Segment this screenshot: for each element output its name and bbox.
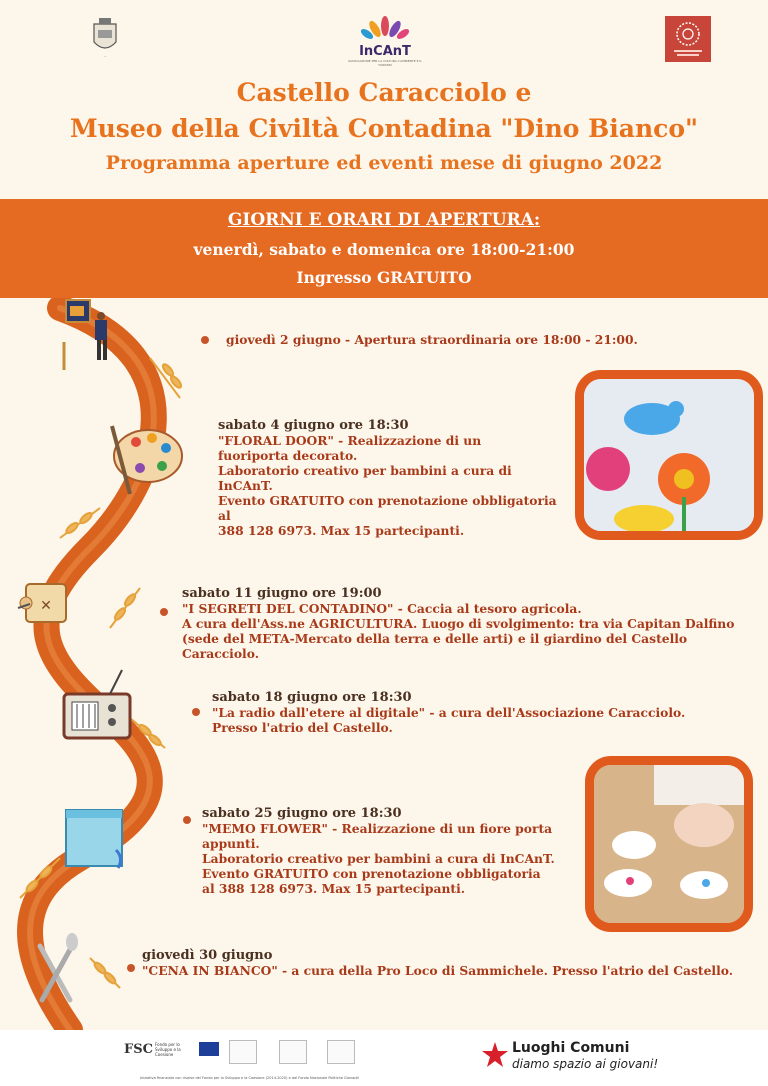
event-6-line-1: "CENA IN BIANCO" - a cura della Pro Loco di Sammichele. Presso l'atrio del Castello. bbox=[142, 963, 734, 978]
museum-logo bbox=[665, 16, 711, 62]
subtitle: Programma aperture ed eventi mese di giugno 2022 bbox=[105, 152, 663, 174]
svg-text:✕: ✕ bbox=[40, 598, 52, 614]
floral-craft-image bbox=[584, 379, 754, 531]
incant-logo bbox=[345, 14, 425, 66]
event-1 bbox=[226, 332, 746, 347]
title-line-1: Castello Caracciolo e bbox=[236, 78, 532, 107]
puglia-region-logo bbox=[279, 1040, 307, 1064]
event-2 bbox=[218, 418, 558, 538]
event-5-line-3: Laboratorio creativo per bambini a cura di InCAnT. bbox=[202, 851, 555, 866]
opening-entry: Ingresso GRATUITO bbox=[296, 268, 472, 287]
event-5 bbox=[202, 806, 572, 896]
italian-republic-logo bbox=[229, 1040, 257, 1064]
event-5-line-5: al 388 128 6973. Max 15 partecipanti. bbox=[202, 881, 466, 896]
event-2-line-3: Laboratorio creativo per bambini a cura di bbox=[218, 463, 512, 478]
event-5-date: sabato 25 giugno ore 18:30 bbox=[202, 806, 402, 821]
brand-title: Luoghi Comuni bbox=[512, 1040, 630, 1056]
memo-craft-image bbox=[594, 765, 744, 923]
opening-heading: GIORNI E ORARI DI APERTURA: bbox=[227, 210, 541, 230]
event-5-line-2: appunti. bbox=[202, 836, 260, 851]
sponsor-footer bbox=[0, 1030, 768, 1086]
event-dot bbox=[192, 708, 200, 716]
event-5-line-4: Evento GRATUITO con prenotazione obbligatoria bbox=[202, 866, 541, 881]
event-2-line-6: 388 128 6973. Max 15 partecipanti. bbox=[218, 523, 465, 538]
opening-hours-band bbox=[0, 199, 768, 298]
fsc-logo-subtitle: Fondo per lo Sviluppo e la Coesione bbox=[155, 1042, 181, 1057]
museum-visitor-icon bbox=[64, 300, 107, 370]
incant-logo-subtitle: ASSOCIAZIONE PER LA CULTURA L'AMBIENTE E IL TURISMO bbox=[348, 59, 422, 67]
brand-tagline: diamo spazio ai giovani! bbox=[512, 1057, 659, 1071]
event-2-line-2: fuoriporta decorato. bbox=[218, 448, 358, 463]
svg-text:—: — bbox=[103, 54, 107, 58]
opening-days: venerdì, sabato e domenica ore 18:00-21:00 bbox=[193, 240, 575, 259]
funding-fine-print: Iniziativa finanziata con risorse del Fondo per lo Sviluppo e la Coesione (2014-2020) e dal Fondo Nazionale Politiche Giovanili bbox=[140, 1076, 360, 1080]
event-3-line-4: Caracciolo. bbox=[182, 646, 259, 661]
event-4-line-2: Presso l'atrio del Castello. bbox=[212, 720, 393, 735]
event-6-date: giovedì 30 giugno bbox=[142, 948, 273, 963]
event-2-date: sabato 4 giugno ore 18:30 bbox=[218, 418, 409, 433]
arti-logo bbox=[327, 1040, 355, 1064]
event-3-line-1: "I SEGRETI DEL CONTADINO" - Caccia al tesoro agricola. bbox=[182, 601, 582, 616]
sun-logo-icon bbox=[665, 16, 711, 62]
incant-logo-text: InCAnT bbox=[359, 44, 411, 59]
town-crest-icon bbox=[86, 14, 124, 60]
treasure-map-icon bbox=[18, 584, 66, 622]
event-dot bbox=[201, 336, 209, 344]
eu-flag-icon bbox=[199, 1042, 219, 1056]
event-1-line-1: giovedì 2 giugno - Apertura straordinaria ore 18:00 - 21:00. bbox=[226, 332, 638, 347]
event-4-date: sabato 18 giugno ore 18:30 bbox=[212, 690, 412, 705]
event-dot bbox=[160, 608, 168, 616]
event-dot bbox=[183, 816, 191, 824]
notepad-icon bbox=[66, 810, 122, 868]
luoghi-comuni-star-icon bbox=[481, 1042, 509, 1070]
flower-logo-icon bbox=[355, 14, 415, 42]
event-3-date: sabato 11 giugno ore 19:00 bbox=[182, 586, 382, 601]
event-2-line-5: Evento GRATUITO con prenotazione obbligatoria al bbox=[218, 493, 557, 523]
event-3-line-3: (sede del META-Mercato della terra e delle arti) e il giardino del Castello bbox=[182, 631, 688, 646]
event-5-line-1: "MEMO FLOWER" - Realizzazione di un fiore porta bbox=[202, 821, 553, 836]
event-2-line-4: InCAnT. bbox=[218, 478, 273, 493]
title-line-2: Museo della Civiltà Contadina "Dino Bianco" bbox=[69, 114, 699, 143]
event-2-line-1: "FLORAL DOOR" - Realizzazione di un bbox=[218, 433, 482, 448]
floral-door-photo bbox=[575, 370, 763, 540]
fsc-logo: FSC bbox=[124, 1042, 153, 1057]
event-3-line-2: A cura dell'Ass.ne AGRICULTURA. Luogo di svolgimento: tra via Capitan Dalfino bbox=[182, 616, 735, 631]
event-dot bbox=[127, 964, 135, 972]
memo-flower-photo bbox=[585, 756, 753, 932]
event-4-line-1: "La radio dall'etere al digitale" - a cura dell'Associazione Caracciolo. bbox=[212, 705, 686, 720]
event-4 bbox=[212, 690, 712, 735]
event-3 bbox=[182, 586, 752, 661]
header bbox=[0, 0, 768, 198]
event-6 bbox=[142, 948, 742, 978]
